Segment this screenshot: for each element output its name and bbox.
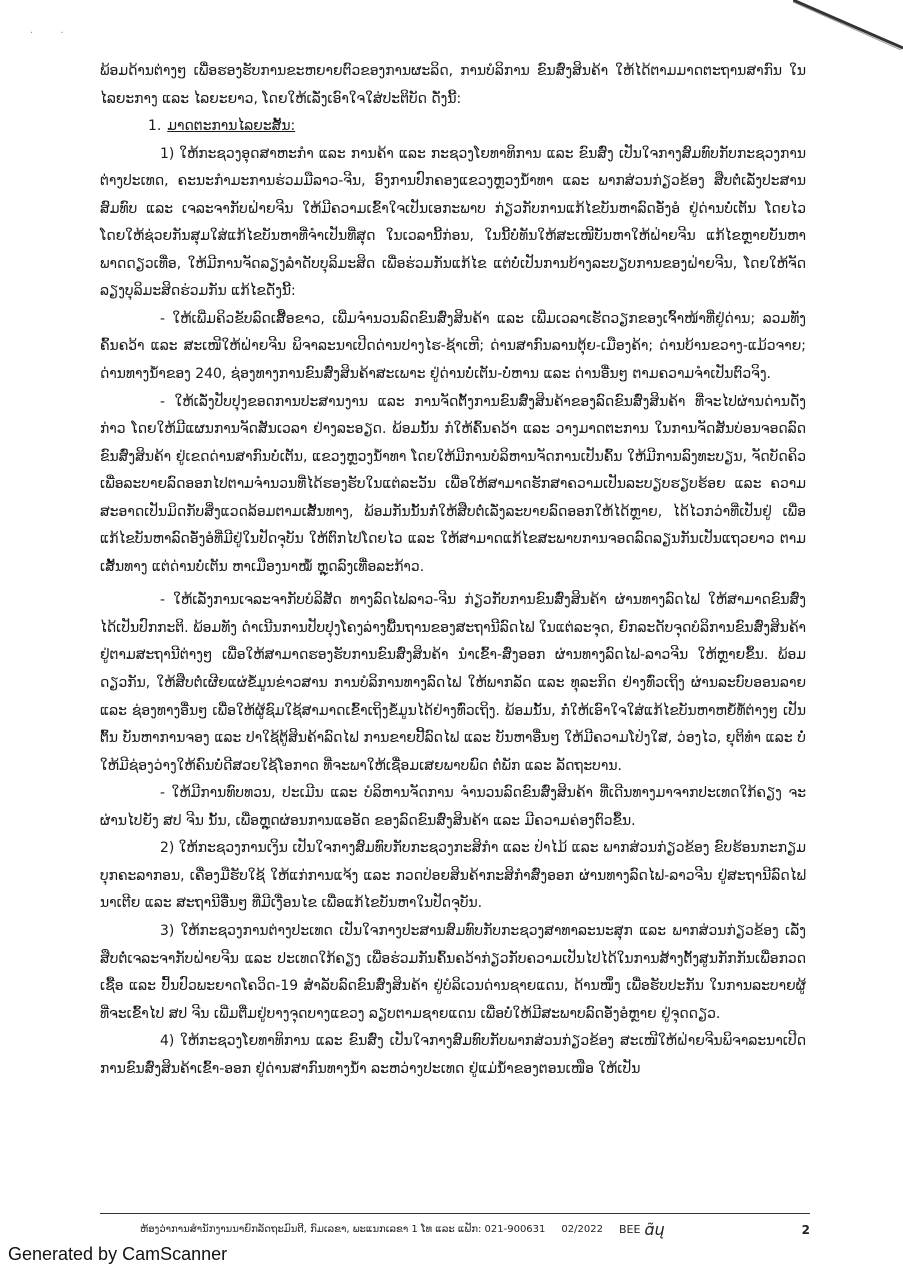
paragraph-item-1: 1) ໃຫ້ກະຊວງອຸດສາຫະກຳ ແລະ ການຄ້າ ແລະ ກະຊວງໂຍທາທິການ ແລະ ຂົນສົ່ງ ເປັນໃຈກາງສົມທົບກັບກະຊວງການຕ່າງປະເທດ, ຄະນະກຳມະການຮ່ວມມືລາວ-ຈີນ, ອົງການປົກຄອງແຂວງຫຼວງນ້ຳທາ ແລະ ພາກສ່ວນກ່ຽວຂ້ອງ ສືບຕໍ່ເລັ່ງປະສານສົມທົບ ແລະ ເຈລະຈາກັບຝ່າຍຈີນ ໃຫ້ມີຄວາມເຂົ້າໃຈເປັນເອກະພາບ ກ່ຽວກັບການແກ້ໄຂບັນຫາລົດອັ່ງອໍ ຢູ່ດ່ານບໍ່ເຕັນ ໂດຍໄວ ໂດຍໃຫ້ຊ່ວຍກັນສຸມໃສ່ແກ້ໄຂບັນຫາທີ່ຈຳເປັນທີ່ສຸດ ໃນເວລານີ້ກ່ອນ, ໃນນີ້ບໍ່ທັນໃຫ້ສະເໜີບັນຫາໃຫ້ຝ່າຍຈີນ ແກ້ໄຂຫຼາຍບັນຫາພາດດຽວເທື່ອ, ໃຫ້ມີການຈັດລຽງລຳດັບບຸລິມະສິດ ເພື່ອຮ່ວມກັນແກ້ໄຂ ແຕ່ບໍ່ເປັນການບ້າງລະບຽບການຂອງຝ່າຍຈີນ, ໂດຍໃຫ້ຈັດລຽງບຸລິມະສິດຮ່ວມກັນ ແກ້ໄຂດັ່ງນີ້: xyxy=(100,145,806,300)
scan-specks: · · xyxy=(30,28,76,39)
footer-date: 02/2022 xyxy=(561,1224,603,1235)
page-footer xyxy=(140,1220,810,1239)
paragraph-item-3: 3) ໃຫ້ກະຊວງການຕ່າງປະເທດ ເປັນໃຈກາງປະສານສົມທົບກັບກະຊວງສາທາລະນະສຸກ ແລະ ພາກສ່ວນກ່ຽວຂ້ອງ ເລັ່ງສືບຕໍ່ເຈລະຈາກັບຝ່າຍຈີນ ແລະ ປະເທດໃກ້ຄຽງ ເພື່ອຮ່ວມກັນຄົ້ນຄວ້າກ່ຽວກັບຄວາມເປັນໄປໄດ້ໃນການສ້າງຕັ້ງສູນກັກກັນເພື່ອກວດເຊື້ອ ແລະ ປົ້ນປົວພະຍາດໂຄວິດ-19 ສຳລັບລົດຂົນສົ່ງສິນຄ້າ ຢູ່ບໍລິເວນດ່ານຊາຍແດນ, ດ້ານໜຶ່ງ ເພື່ອຮັບປະກັນ ໃນການລະບາຍຜູ້ທີ່ຈະເຂົ້າໄປ ສປ ຈີນ ເພີ່ມຕື່ມຢູ່ບາງຈຸດບາງແຂວງ ລຽບຕາມຊາຍແດນ ເພື່ອບໍ່ໃຫ້ມີສະພາບລົດອັ່ງອໍຫຼາຍ ຢູ່ຈຸດດຽວ. xyxy=(100,922,806,1022)
handwritten-initial: ɑ̃ų xyxy=(644,1220,665,1239)
paragraph-item-4: 4) ໃຫ້ກະຊວງໂຍທາທິການ ແລະ ຂົນສົ່ງ ເປັນໃຈກາງສົມທົບກັບພາກສ່ວນກ່ຽວຂ້ອງ ສະເໜີໃຫ້ຝ່າຍຈີນພິຈາລະນາເປີດການຂົນສົ່ງສິນຄ້າເຂົ້າ-ອອກ ຢູ່ດ່ານສາກົນທາງນ້ຳ ລະຫວ່າງປະເທດ ຢູ່ແມ່ນ້ຳຂອງຕອນເໜືອ ໃຫ້ເປັນ xyxy=(100,1033,806,1077)
section-heading xyxy=(100,113,806,141)
paragraph-intro: ພ້ອມດ້ານຕ່າງໆ ເພື່ອຮອງຮັບການຂະຫຍາຍຕົວຂອງການຜະລິດ, ການບໍລິການ ຂົນສົ່ງສິນຄ້າ ໃຫ້ໄດ້ຕາມມາດຕະຖານສາກົນ ໃນໄລຍະກາງ ແລະ ໄລຍະຍາວ, ໂດຍໃຫ້ເລັ່ງເອົາໃຈໃສ່ປະຕິບັດ ດັ່ງນີ້: xyxy=(100,63,806,107)
section-number: 1. xyxy=(148,118,162,135)
paragraph-bullet-1: - ໃຫ້ເພີ່ມຄິວຂັບລົດເສື້ອຂາວ, ເພີ່ມຈຳນວນລົດຂົນສົ່ງສິນຄ້າ ແລະ ເພີ່ມເວລາເຮັດວຽກຂອງເຈົ້າໜ້າທີ່ຢູ່ດ່ານ; ລວມທັງຄົ້ນຄວ້າ ແລະ ສະເໜີໃຫ້ຝ່າຍຈີນ ພິຈາລະນາເປີດດ່ານປາງໄຮ-ຊ້າເຫີ; ດ່ານສາກົນລານຕຸ້ຍ-ເມືອງຄ້າ; ດ່ານບ້ານຂວາງ-ແມ້ວຈາຍ; ດ່ານທາງນ້ຳຂອງ 240, ຊ່ອງທາງການຂົນສົ່ງສິນຄ້າສະເພາະ ຢູ່ດ່ານບໍ່ເຕັນ-ບໍ່ຫານ ແລະ ດ່ານອື່ນໆ ຕາມຄວາມຈຳເປັນຕົວຈິງ. xyxy=(100,310,806,383)
page-number: 2 xyxy=(801,1222,810,1237)
document-body xyxy=(100,58,806,1083)
paragraph-item-2: 2) ໃຫ້ກະຊວງການເງິນ ເປັນໃຈກາງສົມທົບກັບກະຊວງກະສິກຳ ແລະ ປ່າໄມ້ ແລະ ພາກສ່ວນກ່ຽວຂ້ອງ ຂົບຮ້ອນກະກຽມບຸກຄະລາກອນ, ເຄື່ອງມືຮັບໃຊ້ ໃຫ້ແກ່ການແຈ້ງ ແລະ ກວດປ່ອຍສິນຄ້າກະສິກຳສົ່ງອອກ ຜ່ານທາງລົດໄຟ-ລາວຈີນ ຢູ່ສະຖານີລົດໄຟນາເຕີຍ ແລະ ສະຖານີອື່ນໆ ທີ່ມີເງື່ອນໄຂ ເພື່ອແກ້ໄຂບັນຫາໃນປັດຈຸບັນ. xyxy=(100,840,806,912)
paragraph-bullet-4: - ໃຫ້ມີການທົບທວນ, ປະເມີນ ແລະ ບໍລິຫານຈັດການ ຈຳນວນລົດຂົນສົ່ງສິນຄ້າ ທີ່ເດີນທາງມາຈາກປະເທດໃກ້ຄຽງ ຈະຜ່ານໄປຍັງ ສປ ຈີນ ນັ້ນ, ເພື່ອຫຼຸດຜ່ອນການແອອັດ ຂອງລົດຂົນສົ່ງສິນຄ້າ ແລະ ມີຄວາມຄ່ອງຕົວຂຶ້ນ. xyxy=(100,785,806,829)
paragraph-bullet-2: - ໃຫ້ເລັ່ງປັບປຸງຂອດການປະສານງານ ແລະ ການຈັດຕັ້ງການຂົນສົ່ງສິນຄ້າຂອງລົດຂົນສົ່ງສິນຄ້າ ທີ່ຈະໄປຜ່ານດ່ານດັ່ງກ່າວ ໂດຍໃຫ້ມີແຜນການຈັດສັນເວລາ ຢ່າງລະອຽດ. ພ້ອມນັ້ນ ກໍໃຫ້ຄົ້ນຄວ້າ ແລະ ວາງມາດຕະການ ໃນການຈັດສັນບ່ອນຈອດລົດຂົນສົ່ງສິນຄ້າ ຢູ່ເຂດດ່ານສາກົນບໍ່ເຕັນ, ແຂວງຫຼວງນ້ຳທາ ໂດຍໃຫ້ມີການບໍລິຫານຈັດການເປັນຄົ້ນ ໃຫ້ມີການລົງທະບຽນ, ຈັດບັດຄິວ ເພື່ອລະບາຍລົດອອກໄປຕາມຈຳນວນທີ່ໄດ້ຮອງຮັບໃນແຕ່ລະວັນ ເພື່ອໃຫ້ສາມາດຮັກສາຄວາມເປັນລະບຽບຮຽບຮ້ອຍ ແລະ ຄວາມສະອາດເປັນມິດກັບສິ່ງແວດລ້ອມຕາມເສັ້ນທາງ, ພ້ອມກັນນັ້ນກໍ່ໃຫ້ສືບຕໍ່ເລັ່ງລະບາຍລົດອອກໃຫ້ໄດ້ຫຼາຍ, ໄດ້ໄວກວ່າທີ່ເປັນຢູ່ ເພື່ອແກ້ໄຂບັນຫາລົດອັ່ງອໍທີ່ມີຢູ່ໃນປັດຈຸບັນ ໃຫ້ຕົກໄປໂດຍໄວ ແລະ ໃຫ້ສາມາດແກ້ໄຂສະພາບການຈອດລົດລຽນກັນເປັນແຖວຍາວ ຕາມເສັ້ນທາງ ແຕ່ດ່ານບໍ່ເຕັນ ຫາເມືອງນາໝໍ້ ຫຼຸດລົງເທື່ອລະກ້າວ. xyxy=(100,393,806,575)
footer-address: ຫ້ອງວ່າການສຳນັກງານນາຍົກລັດຖະມົນຕີ, ກົມເລຂາ, ພະແນກເລຂາ 1 ໂທ ແລະ ແຟັກ: 021-900631 xyxy=(140,1224,546,1235)
page-corner-fold xyxy=(793,0,903,50)
camscanner-watermark: Generated by CamScanner xyxy=(8,1244,228,1264)
section-title: ມາດຕະການໄລຍະສັ້ນ: xyxy=(167,118,296,135)
footer-divider xyxy=(100,1213,810,1214)
paragraph-bullet-3: - ໃຫ້ເລັ່ງການເຈລະຈາກັບບໍລິສັດ ທາງລົດໄຟລາວ-ຈີນ ກ່ຽວກັບການຂົນສົ່ງສິນຄ້າ ຜ່ານທາງລົດໄຟ ໃຫ້ສາມາດຂົນສົ່ງ ໄດ້ເປັນປົກກະຕິ. ພ້ອມທັງ ດຳເນີນການປັບປຸງໂຄງລ່າງພື້ນຖານຂອງສະຖານີລົດໄຟ ໃນແຕ່ລະຈຸດ, ຍົກລະດັບຈຸດບໍລິການຂົນສົ່ງສິນຄ້າ ຢູ່ຕາມສະຖານີຕ່າງໆ ເພື່ອໃຫ້ສາມາດຮອງຮັບການຂົນສົ່ງສິນຄ້າ ນຳເຂົ້າ-ສົ່ງອອກ ຜ່ານທາງລົດໄຟ-ລາວຈີນ ໃຫ້ຫຼາຍຂຶ້ນ. ພ້ອມດຽວກັນ, ໃຫ້ສືບຕໍ່ເຜີຍແຜ່ຂໍ້ມູນຂ່າວສານ ການບໍລິການທາງລົດໄຟ ໃຫ້ພາກລັດ ແລະ ທຸລະກິດ ຢ່າງທົ່ວເຖິງ ຜ່ານລະບົບອອນລາຍ ແລະ ຊ່ອງທາງອື່ນໆ ເພື່ອໃຫ້ຜູ້ຊົມໃຊ້ສາມາດເຂົ້າເຖິງຂໍ້ມູນໄດ້ຢ່າງທົ່ວເຖິງ. ພ້ອມນັ້ນ, ກໍ່ໃຫ້ເອົາໃຈໃສ່ແກ້ໄຂບັນຫາຫຍໍ້ທໍ້ຕ່າງໆ ເປັນຕົ້ນ ບັນຫາການຈອງ ແລະ ປາໃຊ້ຕູ້ສິນຄ້າລົດໄຟ ການຂາຍປີ້ລົດໄຟ ແລະ ບັນຫາອື່ນໆ ໃຫ້ມີຄວາມໂປ່ງໃສ, ວ່ອງໄວ, ຍຸຕິທຳ ແລະ ບໍ່ໃຫ້ມີຊ່ອງວ່າງໃຫ້ຄົນບໍ່ດີສວຍໃຊ້ໂອກາດ ທີ່ຈະພາໃຫ້ເຊື່ອມເສຍພາບພົດ ຕໍ່ພັກ ແລະ ລັດຖະບານ. xyxy=(100,592,806,774)
footer-code: BEE xyxy=(618,1223,641,1236)
